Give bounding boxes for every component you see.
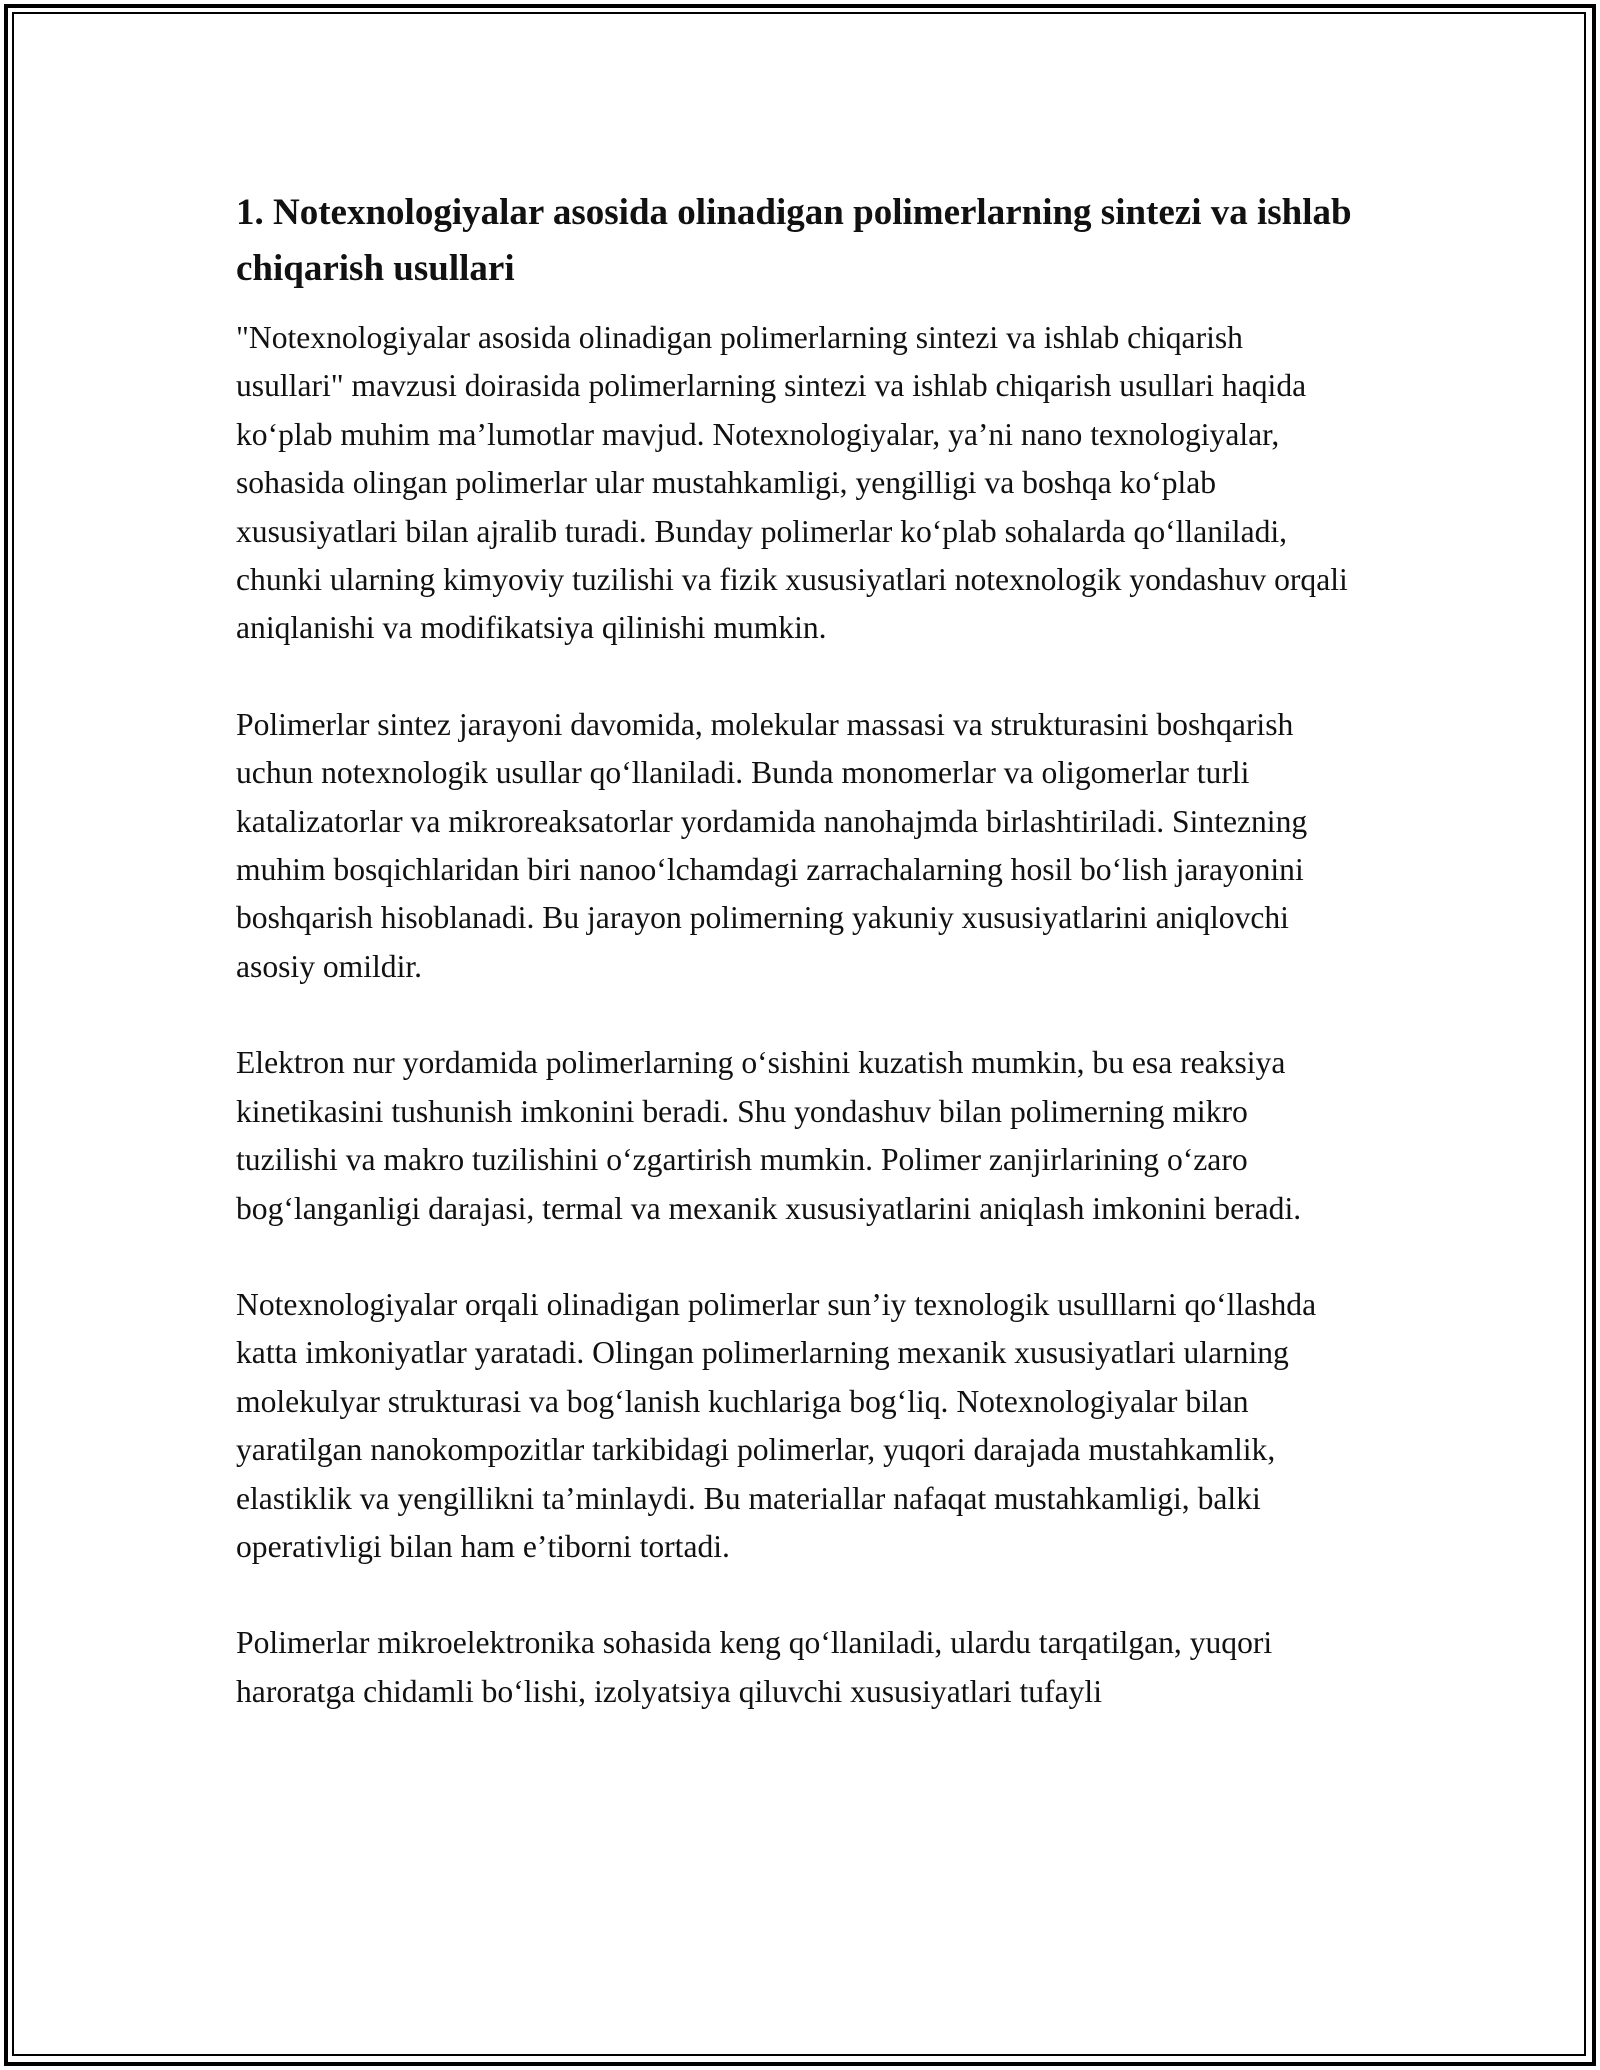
section-heading: 1. Notexnologiyalar asosida olinadigan polimerlarning sintezi va ishlab chiqarish usullari bbox=[236, 192, 1352, 289]
document-body bbox=[236, 185, 1356, 1764]
paragraph-electron-beam: Elektron nur yordamida polimerlarning oʻsishini kuzatish mumkin, bu esa reaksiya kinetikasini tushunish imkonini beradi. Shu yondashuv bilan polimerning mikro tuzilishi va makro tuzilishini oʻzgartirish mumkin. Polimer zanjirlarining oʻzaro bogʻlanganligi darajasi, termal va mexanik xususiyatlarini aniqlash imkonini beradi. bbox=[236, 1045, 1302, 1226]
paragraph-mechanical-properties: Notexnologiyalar orqali olinadigan polimerlar sunʼiy texnologik usulllarni qoʻllashda katta imkoniyatlar yaratadi. Olingan polimerlarning mexanik xususiyatlari ularning molekulyar strukturasi va bogʻlanish kuchlariga bogʻliq. Notexnologiyalar bilan yaratilgan nanokompozitlar tarkibidagi polimerlar, yuqori darajada mustahkamlik, elastiklik va yengillikni taʼminlaydi. Bu materiallar nafaqat mustahkamligi, balki operativligi bilan ham eʼtiborni tortadi. bbox=[236, 1286, 1317, 1564]
paragraph-microelectronics: Polimerlar mikroelektronika sohasida keng qoʻllaniladi, ulardu tarqatilgan, yuqori haroratga chidamli boʻlishi, izolyatsiya qiluvchi xususiyatlari tufayli bbox=[236, 1625, 1273, 1709]
paragraph-synthesis: Polimerlar sintez jarayoni davomida, molekular massasi va strukturasini boshqarish uchun notexnologik usullar qoʻllaniladi. Bunda monomerlar va oligomerlar turli katalizatorlar va mikroreaksatorlar yordamida nanohajmda birlashtiriladi. Sintezning muhim bosqichlaridan biri nanooʻlchamdagi zarrachalarning hosil boʻlish jarayonini boshqarish hisoblanadi. Bu jarayon polimerning yakuniy xususiyatlarini aniqlovchi asosiy omildir. bbox=[236, 706, 1308, 984]
paragraph-intro: "Notexnologiyalar asosida olinadigan polimerlarning sintezi va ishlab chiqarish usullari" mavzusi doirasida polimerlarning sintezi va ishlab chiqarish usullari haqida koʻplab muhim maʼlumotlar mavjud. Notexnologiyalar, yaʼni nano texnologiyalar, sohasida olingan polimerlar ular mustahkamligi, yengilligi va boshqa koʻplab xususiyatlari bilan ajralib turadi. Bunday polimerlar koʻplab sohalarda qoʻllaniladi, chunki ularning kimyoviy tuzilishi va fizik xususiyatlari notexnologik yondashuv orqali aniqlanishi va modifikatsiya qilinishi mumkin. bbox=[236, 320, 1348, 646]
